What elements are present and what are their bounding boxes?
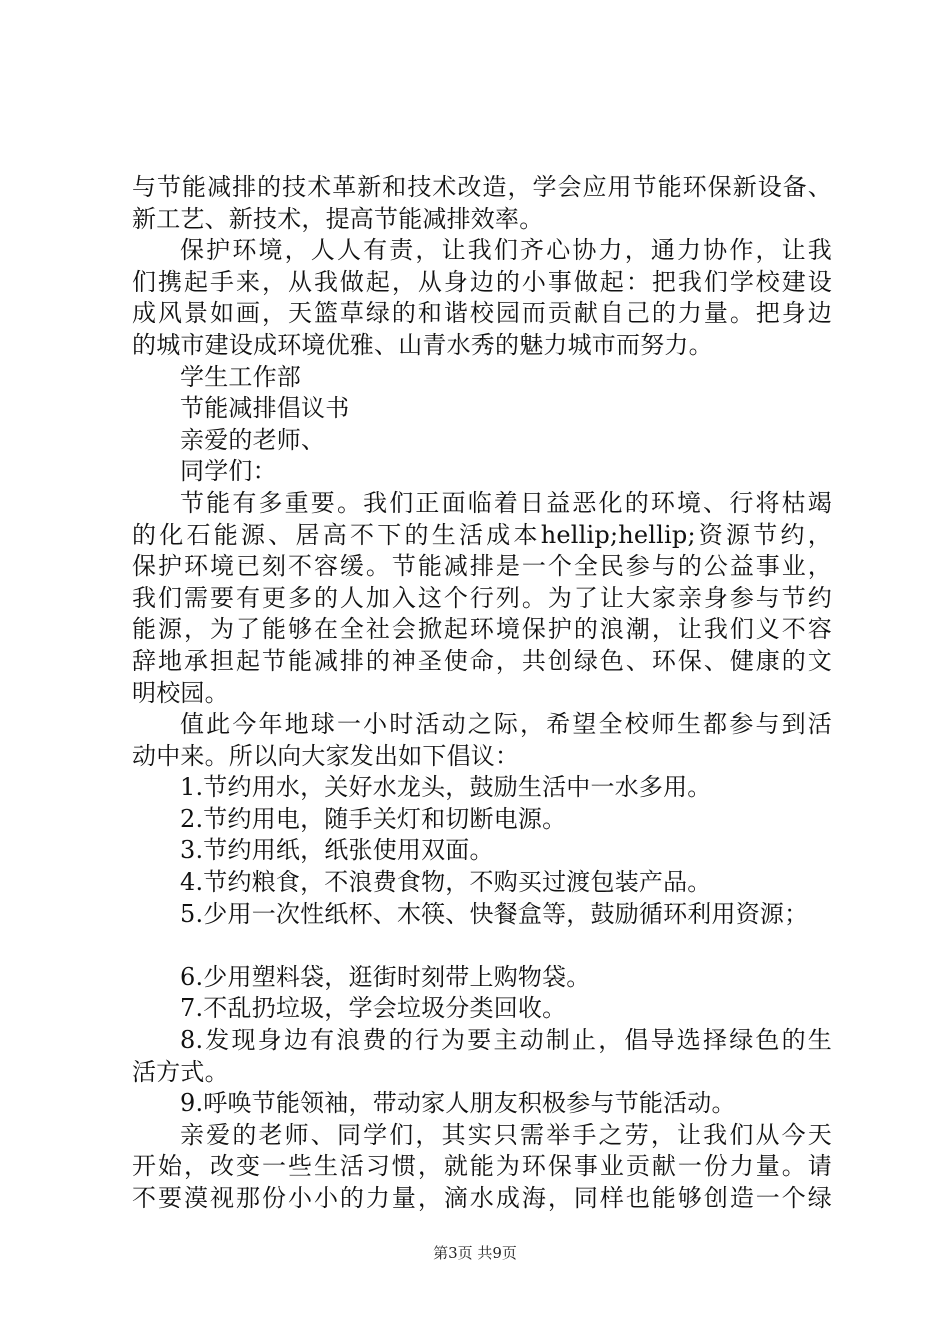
- text-line: 动中来。所以向大家发出如下倡议：: [132, 741, 520, 770]
- text-line: 6.少用塑料袋，逛街时刻带上购物袋。: [180, 962, 591, 991]
- text-line: 明校园。: [132, 678, 229, 707]
- text-line: 9.呼唤节能领袖，带动家人朋友积极参与节能活动。: [180, 1089, 736, 1118]
- text-line: 7.不乱扔垃圾，学会垃圾分类回收。: [180, 994, 567, 1023]
- text-line: 不要漠视那份小小的力量，滴水成海，同样也能够创造一个绿: [132, 1184, 832, 1212]
- text-line: 1.节约用水，关好水龙头，鼓励生活中一水多用。: [180, 773, 712, 802]
- blank-line: [132, 930, 832, 962]
- text-line: 的化石能源、居高不下的生活成本hellip;hellip;资源节约，: [132, 520, 832, 549]
- text-line: 与节能减排的技术革新和技术改造，学会应用节能环保新设备、: [132, 173, 832, 201]
- text-line: 5.少用一次性纸杯、木筷、快餐盒等，鼓励循环利用资源；: [180, 899, 809, 928]
- text-line: 节能减排倡议书: [180, 394, 350, 423]
- text-line: 节能有多重要。我们正面临着日益恶化的环境、行将枯竭: [180, 488, 832, 517]
- text-line: 们携起手来，从我做起，从身边的小事做起：把我们学校建设: [132, 267, 832, 296]
- text-line: 2.节约用电，随手关灯和切断电源。: [180, 804, 567, 833]
- text-line: 开始，改变一些生活习惯，就能为环保事业贡献一份力量。请: [132, 1152, 832, 1181]
- document-body: [132, 172, 832, 1215]
- text-line: 新工艺、新技术，提高节能减排效率。: [132, 204, 544, 233]
- text-line: 活方式。: [132, 1057, 229, 1086]
- text-line: 亲爱的老师、同学们，其实只需举手之劳，让我们从今天: [180, 1120, 832, 1149]
- text-line: 能源，为了能够在全社会掀起环境保护的浪潮，让我们义不容: [132, 615, 832, 644]
- text-line: 3.节约用纸，纸张使用双面。: [180, 836, 494, 865]
- text-line: 学生工作部: [180, 362, 301, 391]
- text-line: 保护环境，人人有责，让我们齐心协力，通力协作，让我: [180, 236, 832, 265]
- text-line: 保护环境已刻不容缓。节能减排是一个全民参与的公益事业，: [132, 552, 832, 581]
- text-line: 亲爱的老师、: [180, 425, 326, 454]
- page-footer: 第3页 共9页: [433, 1244, 517, 1262]
- text-line: 成风景如画，天篮草绿的和谐校园而贡献自己的力量。把身边: [132, 299, 832, 328]
- text-line: 同学们：: [180, 457, 277, 486]
- text-line: 4.节约粮食，不浪费食物，不购买过渡包装产品。: [180, 868, 712, 897]
- text-line: 辞地承担起节能减排的神圣使命，共创绿色、环保、健康的文: [132, 646, 832, 675]
- text-line: 8.发现身边有浪费的行为要主动制止，倡导选择绿色的生: [180, 1026, 832, 1055]
- text-line: 值此今年地球一小时活动之际，希望全校师生都参与到活: [180, 710, 832, 739]
- text-line: 的城市建设成环境优雅、山青水秀的魅力城市而努力。: [132, 330, 713, 359]
- text-line: 我们需要有更多的人加入这个行列。为了让大家亲身参与节约: [132, 583, 832, 612]
